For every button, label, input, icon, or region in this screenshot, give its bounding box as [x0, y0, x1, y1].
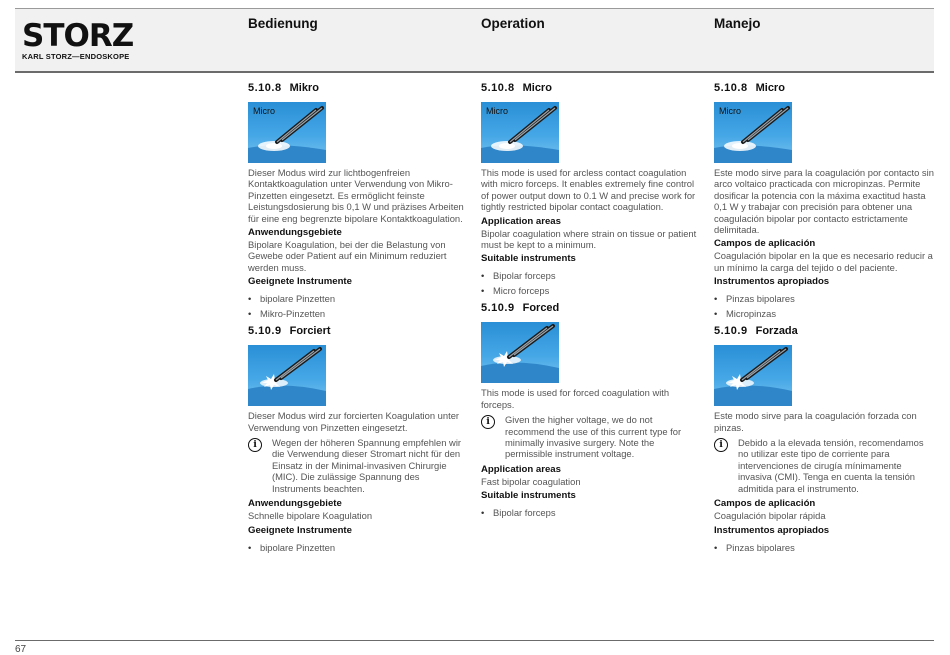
instrument-item: • bipolare Pinzetten [248, 291, 470, 306]
section-name: Forciert [289, 325, 331, 338]
section-title-micro [714, 80, 936, 96]
section-name: Micro [522, 82, 552, 94]
micro-forceps-illustration [248, 102, 326, 163]
page-number: 67 [15, 644, 27, 655]
instruments-heading: Suitable instruments [481, 253, 576, 265]
instrument-list [481, 268, 703, 298]
instruments-heading: Instrumentos apropiados [714, 276, 830, 288]
footer-rule [15, 640, 934, 641]
column-es [714, 78, 936, 555]
instruments-heading: Geeignete Instrumente [248, 276, 352, 288]
section-text: This mode is used for forced coagulation with forceps. [481, 387, 670, 410]
instrument-item: • Bipolar forceps [481, 505, 703, 520]
note-box [481, 414, 703, 460]
application-areas-heading: Application areas [481, 463, 561, 475]
application-areas-text: Bipolare Koagulation, bei der die Belastung von Gewebe oder Patient auf ein Minimum reduziert werden muss. [248, 239, 447, 273]
logo-subtitle: KARL STORZ—ENDOSKOPE [22, 52, 130, 61]
application-areas-heading: Anwendungsgebiete [248, 227, 342, 239]
section-text: Este modo sirve para la coagulación por contacto sin arco voltaico practicada con micropinzas. Permite dosificar la potencia con la máxima exactitud hasta 0,1 W y trabajar con precisión para obtener una coagulación bipolar por contacto estrictamente delimitada. [714, 167, 934, 236]
info-icon: i [248, 438, 262, 452]
forced-forceps-illustration [481, 322, 559, 383]
instrument-item: • Micro forceps [481, 283, 703, 298]
image-label: Micro [253, 106, 275, 116]
application-areas-text: Schnelle bipolare Koagulation [248, 510, 373, 522]
instrument-list [248, 540, 470, 555]
logo-word: STORZ [22, 18, 134, 54]
instrument-item: • bipolare Pinzetten [248, 540, 470, 555]
section-text: Este modo sirve para la coagulación forzada con pinzas. [714, 410, 917, 433]
section-title-forced [481, 300, 703, 316]
application-areas-text: Coagulación bipolar en la que es necesario reducir a un mínimo la carga del tejido o del paciente. [714, 250, 933, 273]
note-text: Given the higher voltage, we do not recommend the use of this current type for minimally invasive surgery. Note the permissible instrument voltage. [505, 414, 682, 460]
application-areas-heading: Anwendungsgebiete [248, 498, 342, 510]
instruments-heading: Instrumentos apropiados [714, 524, 830, 536]
info-icon: i [481, 415, 495, 429]
application-areas-heading: Campos de aplicación [714, 498, 816, 510]
instrument-list [248, 291, 470, 321]
section-name: Mikro [289, 82, 319, 94]
micro-forceps-illustration [714, 102, 792, 163]
forced-forceps-illustration [248, 345, 326, 406]
header-band [15, 9, 934, 71]
section-title-forced [248, 323, 470, 339]
instrument-item: • Mikro-Pinzetten [248, 306, 470, 321]
section-number: 5.10.8 [481, 82, 515, 94]
column-de [248, 78, 470, 555]
image-label: Micro [719, 106, 741, 116]
section-number: 5.10.9 [481, 302, 515, 315]
column-heading-en: Operation [481, 16, 545, 31]
application-areas-heading: Application areas [481, 215, 561, 227]
instrument-list [714, 291, 936, 321]
section-name: Forced [522, 302, 560, 315]
info-icon: i [714, 438, 728, 452]
section-number: 5.10.9 [714, 325, 748, 338]
section-name: Forzada [755, 325, 798, 338]
instruments-heading: Geeignete Instrumente [248, 524, 352, 536]
section-title-micro [481, 80, 703, 96]
column-heading-es: Manejo [714, 16, 761, 31]
section-number: 5.10.9 [248, 325, 282, 338]
section-title-forced [714, 323, 936, 339]
instrument-item: • Pinzas bipolares [714, 291, 936, 306]
application-areas-heading: Campos de aplicación [714, 238, 816, 250]
instrument-list [481, 505, 703, 520]
note-box [714, 437, 936, 494]
storz-logo [22, 20, 148, 62]
column-heading-de: Bedienung [248, 16, 318, 31]
instrument-item: • Bipolar forceps [481, 268, 703, 283]
header-rule [15, 71, 934, 73]
note-text: Debido a la elevada tensión, recomendamos no utilizar este tipo de corriente para intervenciones de cirugía mínimamente invasiva (CMI). Tenga en cuenta la tensión admitida para el instrumento. [738, 437, 924, 494]
note-text: Wegen der höheren Spannung empfehlen wir die Verwendung dieser Stromart nicht für den Einsatz in der Minimal-invasiven Chirurgie (MIC). Die zulässige Spannung des Instruments beachten. [272, 437, 462, 494]
forced-forceps-illustration [714, 345, 792, 406]
section-text: This mode is used for arcless contact coagulation with micro forceps. It enables extremely fine control of power output down to 0.1 W and precise work for tightly restricted bipolar contact coagulation. [481, 167, 696, 213]
section-name: Micro [755, 82, 785, 94]
note-box [248, 437, 470, 494]
column-en [481, 78, 703, 520]
application-areas-text: Fast bipolar coagulation [481, 475, 581, 487]
section-text: Dieser Modus wird zur forcierten Koagulation unter Verwendung von Pinzetten eingesetzt. [248, 410, 460, 433]
section-title-micro [248, 80, 470, 96]
application-areas-text: Bipolar coagulation where strain on tissue or patient must be kept to a minimum. [481, 227, 697, 251]
application-areas-text: Coagulación bipolar rápida [714, 510, 826, 522]
image-label: Micro [486, 106, 508, 116]
section-text: Dieser Modus wird zur lichtbogenfreien Kontaktkoagulation unter Verwendung von Mikro-Pinzetten eingesetzt. Es ermöglicht feinste Leistungsdosierung bis 0,1 W und präzises Arbeiten für eine eng begrenzte bipolare Kontaktkoagulation. [248, 167, 464, 224]
instruments-heading: Suitable instruments [481, 490, 576, 502]
section-number: 5.10.8 [714, 82, 748, 94]
instrument-item: • Pinzas bipolares [714, 540, 936, 555]
instrument-list [714, 540, 936, 555]
section-number: 5.10.8 [248, 82, 282, 94]
instrument-item: • Micropinzas [714, 306, 936, 321]
micro-forceps-illustration [481, 102, 559, 163]
